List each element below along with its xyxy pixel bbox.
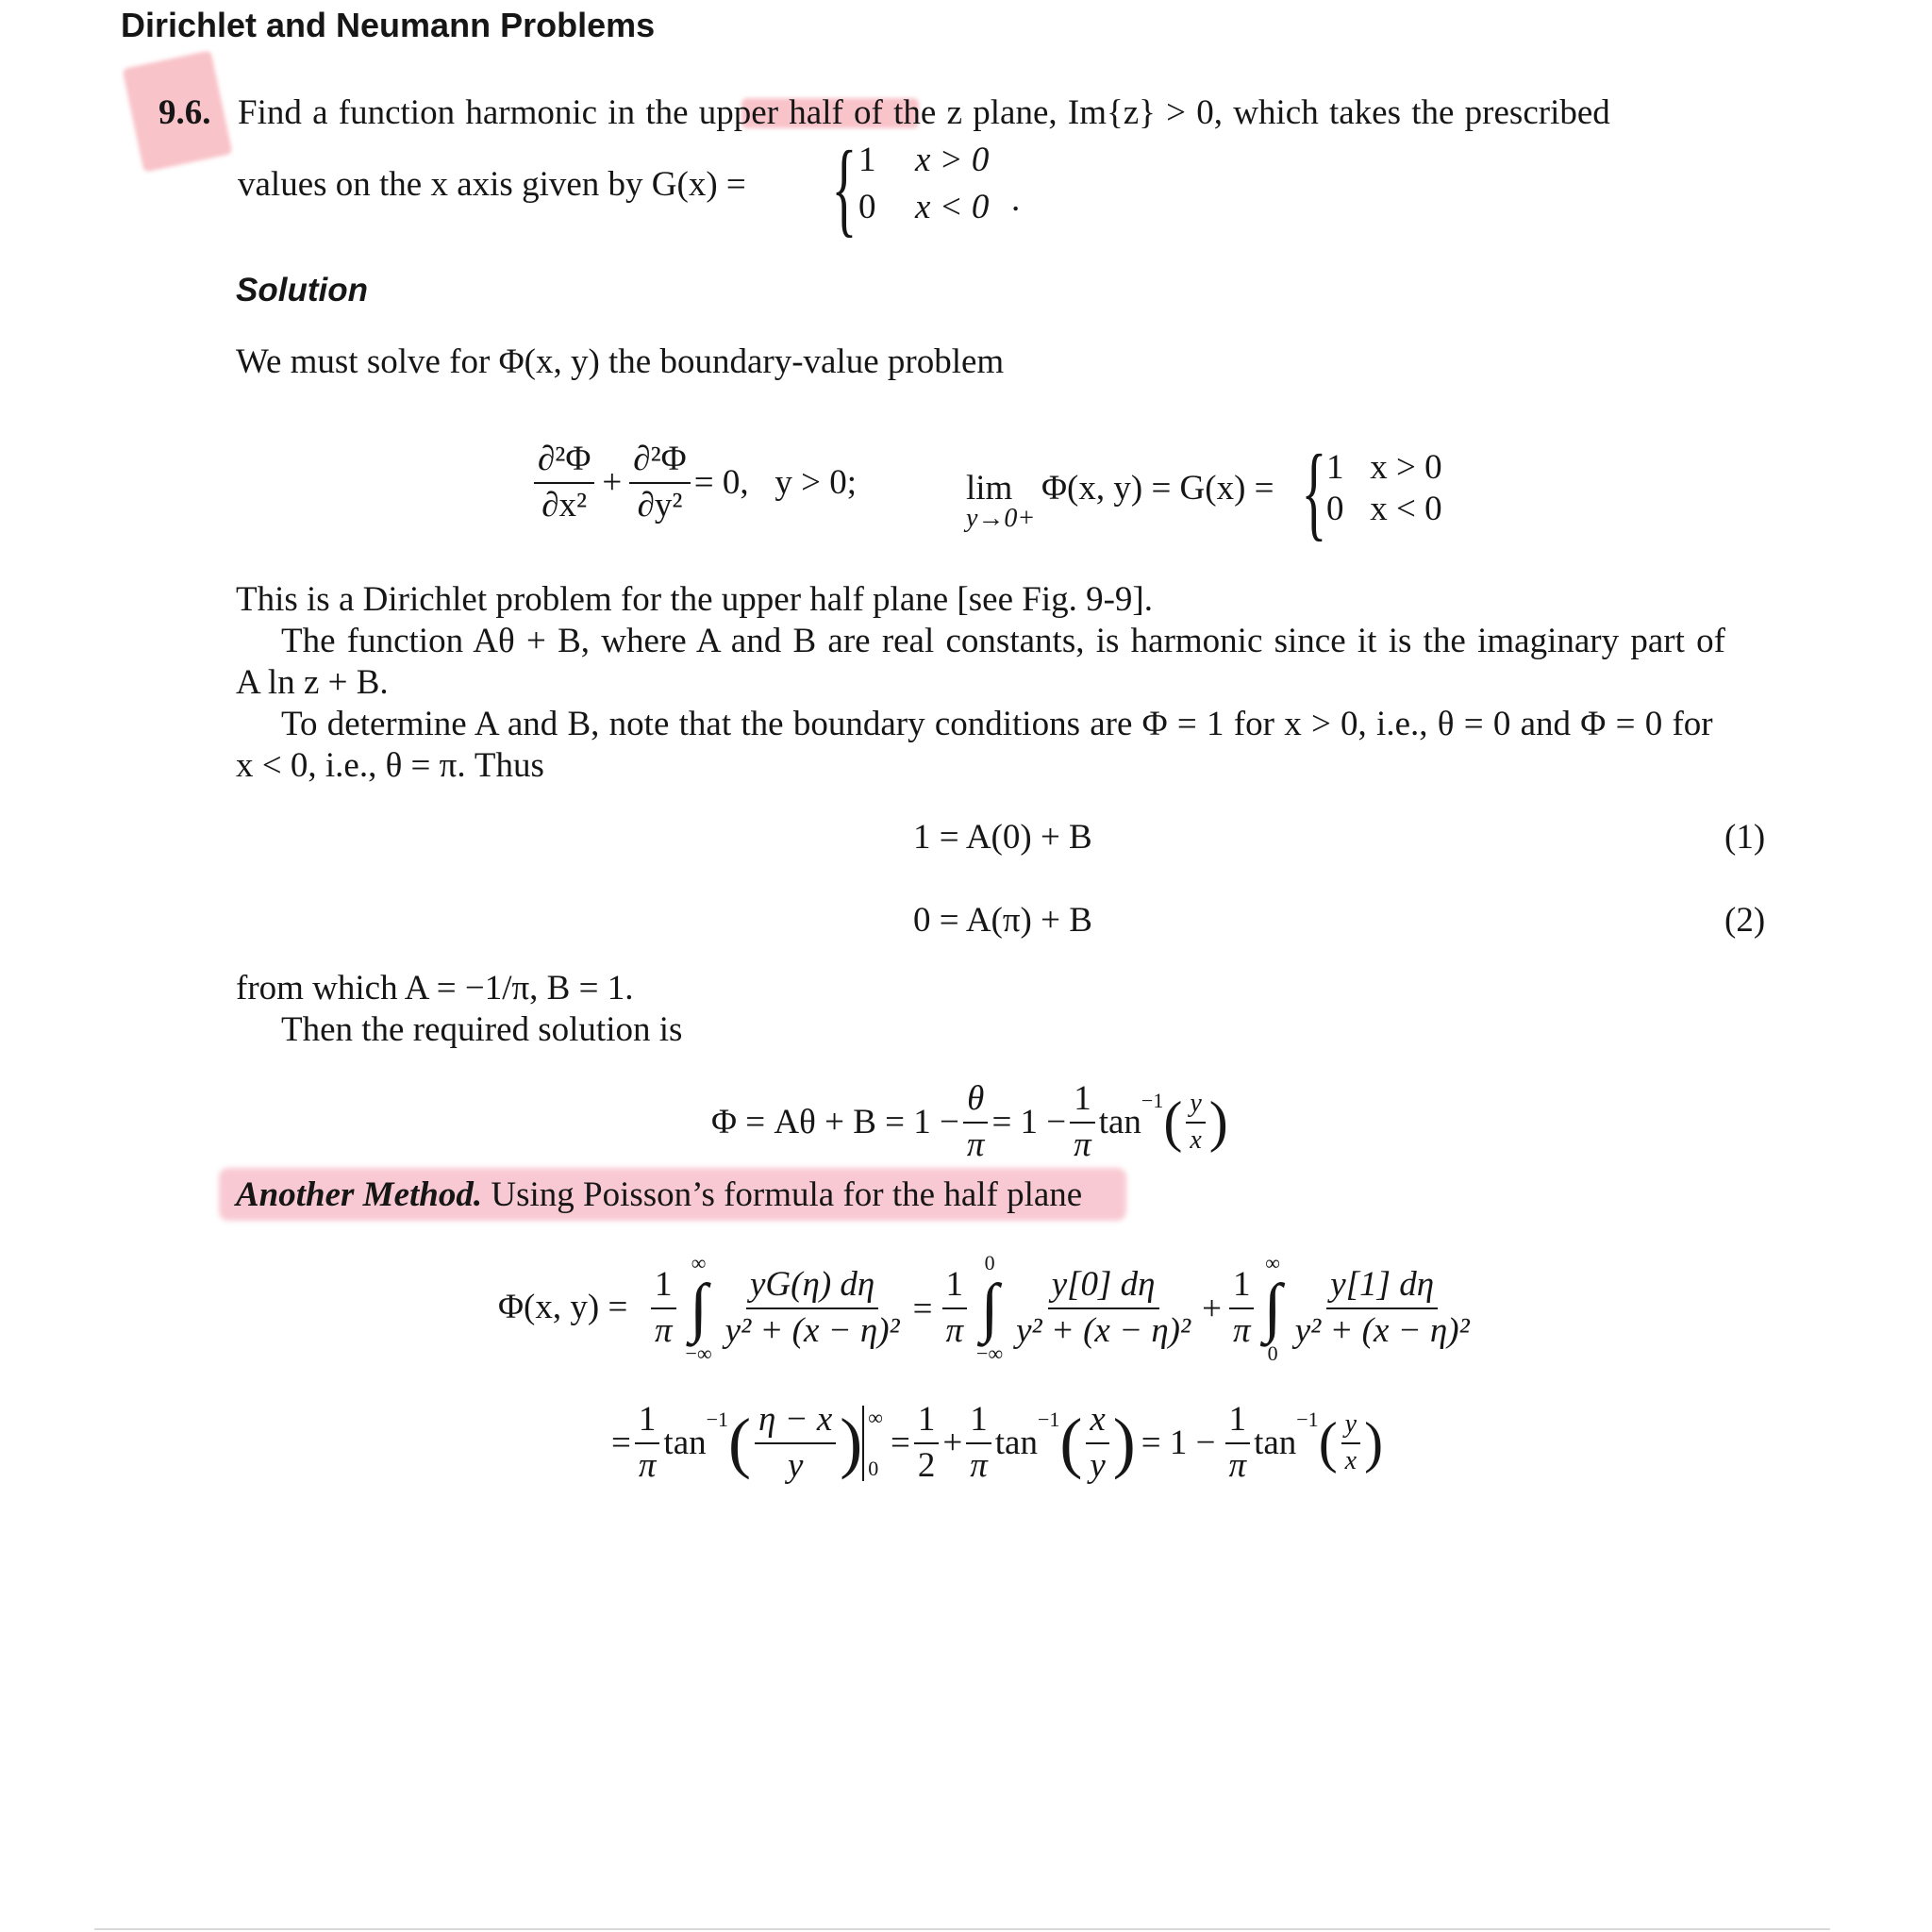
equation-2: 0 = A(π) + B (913, 901, 1092, 940)
solution-intro: We must solve for Φ(x, y) the boundary-value problem (236, 342, 1005, 381)
paragraph-boundary-line2: x < 0, i.e., θ = π. Thus (236, 746, 544, 785)
solution-heading: Solution (236, 272, 368, 308)
pde-case-1: 1 x > 0 (1326, 448, 1442, 487)
problem-number: 9.6. (158, 93, 211, 132)
equation-2-number: (2) (1724, 901, 1766, 940)
limit-rhs: Φ(x, y) = G(x) = (1041, 469, 1274, 508)
paragraph-function-line1: The function Aθ + B, where A and B are real constants, is harmonic since it is the imaginary part of (281, 622, 1725, 660)
poisson-lhs: Φ(x, y) = (498, 1288, 628, 1326)
poisson-integral-1: $\frac{1}{\pi}$ ∞ ∫ −∞ $\frac{yG(\eta) d\eta}{\text{y² + (x − η)²}}$ = $\frac{1}{\pi}$ 0 ∫ −∞ $\frac{y[0] d\eta}{\text{y² + (x − η)²}}$ + $\frac{1}{\pi}$ ∞ ∫ 0 $\frac{y[1] d\eta}{\text{y² + (x − η)²}}$ (647, 1251, 1477, 1366)
final-solution: Φ = Aθ + B = 1 − $\frac{\theta}{\pi}$ = 1 − $\frac{1}{\pi}$ tan $^{-1}$ ( $\frac{y}{x}$ ) (711, 1079, 1228, 1164)
pde-equation: $\frac{\text{∂²Φ}}{\text{∂x²}}$ + $\frac{\text{∂²Φ}}{\text{∂y²}}$ = 0, y > 0; (530, 440, 857, 525)
case-value-2: 0 (858, 188, 876, 226)
poisson-result: = $\frac{1}{\pi}$ tan $^{-1}$ ( $\frac{\eta - x}{y}$ ) ∞ 0 = $\frac{1}{2}$ + $\frac{1}{\pi}$ tan $^{-1}$ ( $\frac{x}{y}$ ) = 1 − $\frac{1}{\pi}$ tan $^{-1}$ ( $\frac{y}{x}$ ) (611, 1400, 1384, 1485)
paragraph-required-solution: Then the required solution is (281, 1010, 683, 1049)
case-condition-2: x < 0 (915, 188, 990, 226)
equation-1: 1 = A(0) + B (913, 818, 1092, 857)
pde-case-2: 0 x < 0 (1326, 490, 1442, 528)
case-period: . (1011, 180, 1021, 219)
page-bottom-rule (94, 1928, 1830, 1930)
case-value-1: 1 (858, 141, 876, 179)
equation-1-number: (1) (1724, 818, 1766, 857)
problem-brace: { (831, 130, 858, 247)
paragraph-from-which: from which A = −1/π, B = 1. (236, 969, 634, 1008)
problem-statement-line1: Find a function harmonic in the upper half of the z plane, Im{z} > 0, which takes the prescribed (238, 93, 1610, 132)
paragraph-boundary-line1: To determine A and B, note that the boundary conditions are Φ = 1 for x > 0, i.e., θ = 0 and Φ = 0 for (281, 705, 1713, 743)
paragraph-function-line2: A ln z + B. (236, 663, 389, 702)
paragraph-dirichlet: This is a Dirichlet problem for the upper half plane [see Fig. 9-9]. (236, 580, 1153, 619)
problem-statement-line2: values on the x axis given by G(x) = (238, 165, 746, 204)
pde-brace: { (1301, 434, 1327, 551)
limit-expression: lim (966, 469, 1013, 508)
case-condition-1: x > 0 (915, 141, 990, 179)
page-header: Dirichlet and Neumann Problems (121, 6, 656, 44)
limit-subscript: y→0+ (966, 504, 1036, 533)
another-method-heading: Another Method. Using Poisson’s formula for the half plane (236, 1175, 1083, 1214)
